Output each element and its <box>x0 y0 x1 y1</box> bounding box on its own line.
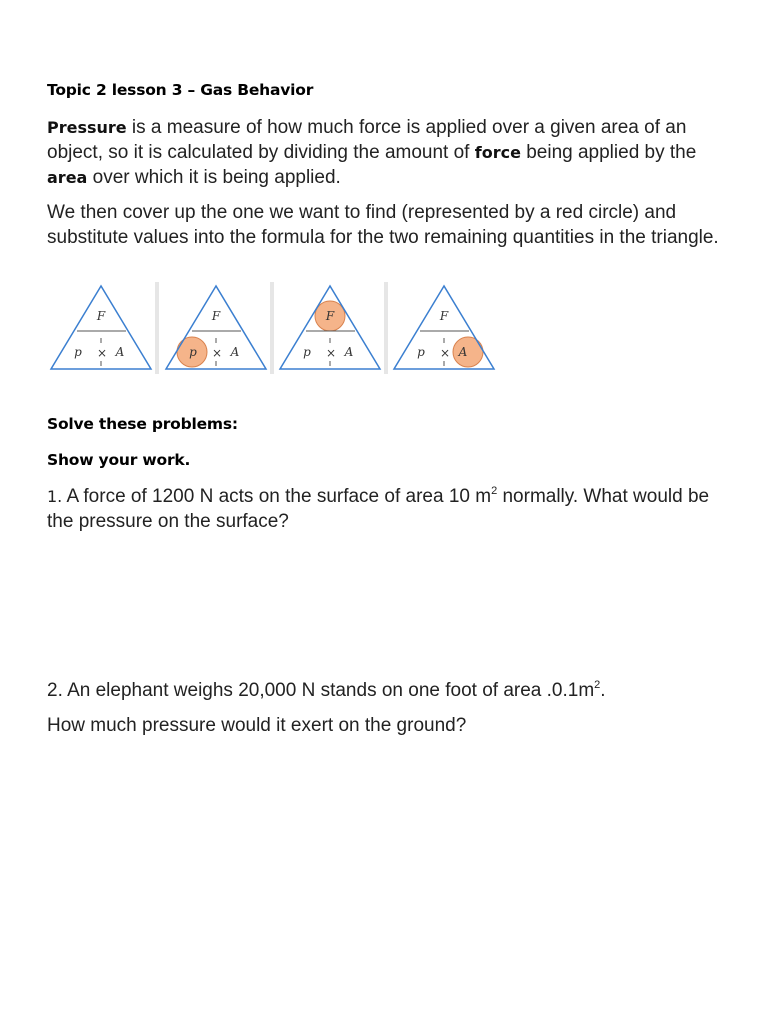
triangle-panel <box>47 282 155 374</box>
label-area: A <box>115 345 125 359</box>
label-force: F <box>439 309 449 323</box>
triangle-panel <box>390 282 498 374</box>
question-2: 2. An elephant weighs 20,000 N stands on one foot of area $.0.1m^2$. <box>47 679 606 701</box>
question-number: 1. <box>47 487 63 506</box>
label-area: A <box>344 345 354 359</box>
formula-triangle-svg <box>162 282 270 374</box>
question-2-continued: How much pressure would it exert on the ground? <box>47 715 467 736</box>
label-times: × <box>211 346 223 360</box>
formula-triangle-svg <box>47 282 155 374</box>
label-area: A <box>230 345 240 359</box>
label-area: A <box>458 345 468 359</box>
formula-triangle-svg <box>276 282 384 374</box>
superscript: 2 <box>594 679 601 691</box>
intro-paragraph: Pressure is a measure of how much force is applied over a given area of an object, so it is calculated by dividing the amount of force being applied by the area over which it is being applied. <box>47 117 697 188</box>
term-pressure: Pressure <box>47 118 127 137</box>
formula-triangle-svg <box>390 282 498 374</box>
label-force: F <box>325 309 335 323</box>
term-force: force <box>474 143 521 162</box>
show-work-heading: Show your work. <box>47 451 191 469</box>
triangle-panel <box>276 282 384 374</box>
label-times: × <box>439 346 451 360</box>
question-1: 1. A force of 1200 N acts on the surface of area 10 $m^2$ normally. What would be the pressure on the surface? <box>47 485 710 532</box>
divider <box>155 282 159 374</box>
triangle-panel <box>162 282 270 374</box>
formula-triangles <box>47 282 497 374</box>
cover-circle <box>453 337 483 367</box>
label-times: × <box>96 346 108 360</box>
label-pressure: p <box>74 345 82 359</box>
page-title: Topic 2 lesson 3 – Gas Behavior <box>47 81 314 99</box>
solve-heading: Solve these problems: <box>47 415 238 433</box>
cover-explanation: We then cover up the one we want to find (represented by a red circle) and substitute values into the formula for the two remaining quantities in the triangle. <box>47 202 719 248</box>
superscript: 2 <box>491 485 498 497</box>
label-force: F <box>96 309 106 323</box>
label-pressure: p <box>417 345 425 359</box>
label-times: × <box>325 346 337 360</box>
term-area: area <box>47 168 88 187</box>
divider <box>270 282 274 374</box>
divider <box>384 282 388 374</box>
label-force: F <box>211 309 221 323</box>
label-pressure: p <box>303 345 311 359</box>
label-pressure: p <box>189 345 197 359</box>
